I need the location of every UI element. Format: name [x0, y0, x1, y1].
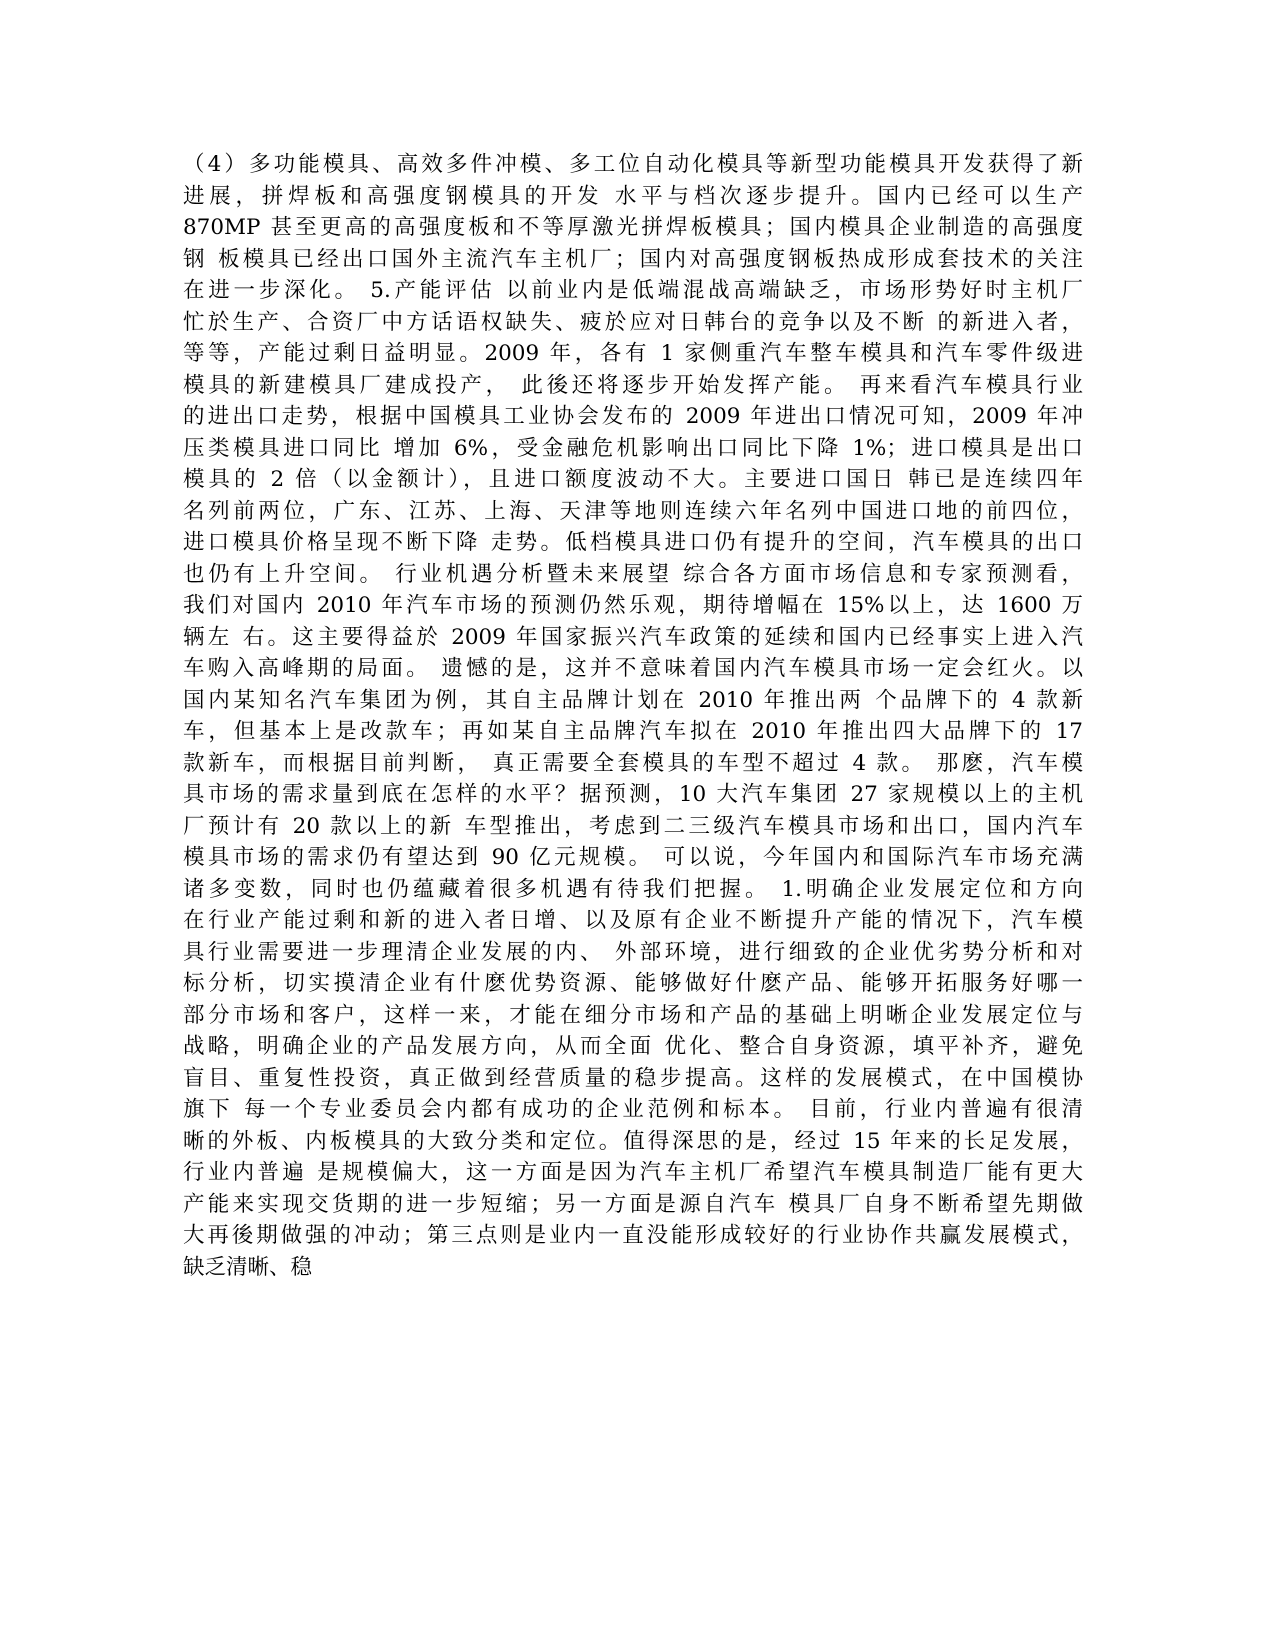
- text-line: 进展，拼焊板和高强度钢模具的开发 水平与档次逐步提升。国内已经可以生产: [183, 183, 1083, 209]
- text-line: 产能来实现交货期的进一步短缩；另一方面是源自汽车 模具厂自身不断希望先期做: [183, 1191, 1083, 1217]
- text-line: 钢 板模具已经出口国外主流汽车主机厂；国内对高强度钢板热成形成套技术的关注: [183, 246, 1083, 272]
- text-line: 战略，明确企业的产品发展方向，从而全面 优化、整合自身资源，填平补齐，避免: [183, 1034, 1083, 1059]
- text-line: （4）多功能模具、高效多件冲模、多工位自动化模具等新型功能模具开发获得了新: [183, 152, 1083, 177]
- text-line: 在进一步深化。 5.产能评估 以前业内是低端混战高端缺乏，市场形势好时主机厂: [183, 278, 1083, 303]
- text-line: 旗下 每一个专业委员会内都有成功的企业范例和标本。 目前，行业内普遍有很清: [183, 1097, 1083, 1122]
- text-line: 忙於生产、合资厂中方话语权缺失、疲於应对日韩台的竞争以及不断 的新进入者，: [183, 309, 1083, 335]
- text-line: 模具市场的需求仍有望达到 90 亿元规模。 可以说，今年国内和国际汽车市场充满: [183, 845, 1083, 870]
- text-line: 压类模具进口同比 增加 6%，受金融危机影响出口同比下降 1%；进口模具是出口: [183, 435, 1083, 461]
- text-line: 大再後期做强的冲动；第三点则是业内一直没能形成较好的行业协作共赢发展模式，: [183, 1223, 1083, 1248]
- text-line: 部分市场和客户，这样一来，才能在细分市场和产品的基础上明晰企业发展定位与: [183, 1002, 1083, 1028]
- text-line: 模具的 2 倍（以金额计），且进口额度波动不大。主要进口国日 韩已是连续四年: [183, 467, 1083, 492]
- text-line: 标分析，切实摸清企业有什麽优势资源、能够做好什麽产品、能够开拓服务好哪一: [183, 971, 1083, 996]
- text-line: 名列前两位，广东、江苏、上海、天津等地则连续六年名列中国进口地的前四位，: [183, 498, 1083, 524]
- text-line: 诸多变数，同时也仍蕴藏着很多机遇有待我们把握。 1.明确企业发展定位和方向: [183, 876, 1083, 902]
- text-line: 款新车，而根据目前判断， 真正需要全套模具的车型不超过 4 款。 那麽，汽车模: [183, 750, 1083, 776]
- text-line: 盲目、重复性投资，真正做到经营质量的稳步提高。这样的发展模式，在中国模协: [183, 1065, 1083, 1091]
- text-line: 车购入高峰期的局面。 遗憾的是，这并不意味着国内汽车模具市场一定会红火。以: [183, 656, 1083, 681]
- text-line: 具行业需要进一步理清企业发展的内、 外部环境，进行细致的企业优劣势分析和对: [183, 939, 1083, 965]
- text-line: 具市场的需求量到底在怎样的水平？据预测，10 大汽车集团 27 家规模以上的主机: [183, 782, 1083, 807]
- text-line: 晰的外板、内板模具的大致分类和定位。值得深思的是，经过 15 年来的长足发展，: [183, 1128, 1083, 1154]
- text-line: 厂预计有 20 款以上的新 车型推出，考虑到二三级汽车模具市场和出口，国内汽车: [183, 813, 1083, 839]
- text-line: 缺乏清晰、稳: [183, 1254, 313, 1280]
- text-line: 的进出口走势，根据中国模具工业协会发布的 2009 年进出口情况可知，2009 年冲: [183, 404, 1083, 429]
- text-line: 等等，产能过剩日益明显。2009 年，各有 1 家侧重汽车整车模具和汽车零件级进: [183, 341, 1083, 366]
- text-line: 辆左 右。这主要得益於 2009 年国家振兴汽车政策的延续和国内已经事实上进入汽: [183, 624, 1083, 650]
- text-line: 国内某知名汽车集团为例，其自主品牌计划在 2010 年推出两 个品牌下的 4 款新: [183, 687, 1083, 713]
- text-line: 870MP 甚至更高的高强度板和不等厚激光拼焊板模具；国内模具企业制造的高强度: [183, 215, 1083, 240]
- text-line: 行业内普遍 是规模偏大，这一方面是因为汽车主机厂希望汽车模具制造厂能有更大: [183, 1160, 1083, 1185]
- text-line: 也仍有上升空间。 行业机遇分析暨未来展望 综合各方面市场信息和专家预测看，: [183, 561, 1083, 587]
- text-line: 在行业产能过剩和新的进入者日增、以及原有企业不断提升产能的情况下，汽车模: [183, 908, 1083, 933]
- text-line: 进口模具价格呈现不断下降 走势。低档模具进口仍有提升的空间，汽车模具的出口: [183, 530, 1083, 555]
- text-line: 我们对国内 2010 年汽车市场的预测仍然乐观，期待增幅在 15%以上，达 1600 万: [183, 593, 1083, 618]
- body-text: [183, 149, 1083, 1283]
- text-line: 模具的新建模具厂建成投产， 此後还将逐步开始发挥产能。 再来看汽车模具行业: [183, 372, 1083, 398]
- text-line: 车，但基本上是改款车；再如某自主品牌汽车拟在 2010 年推出四大品牌下的 17: [183, 719, 1083, 744]
